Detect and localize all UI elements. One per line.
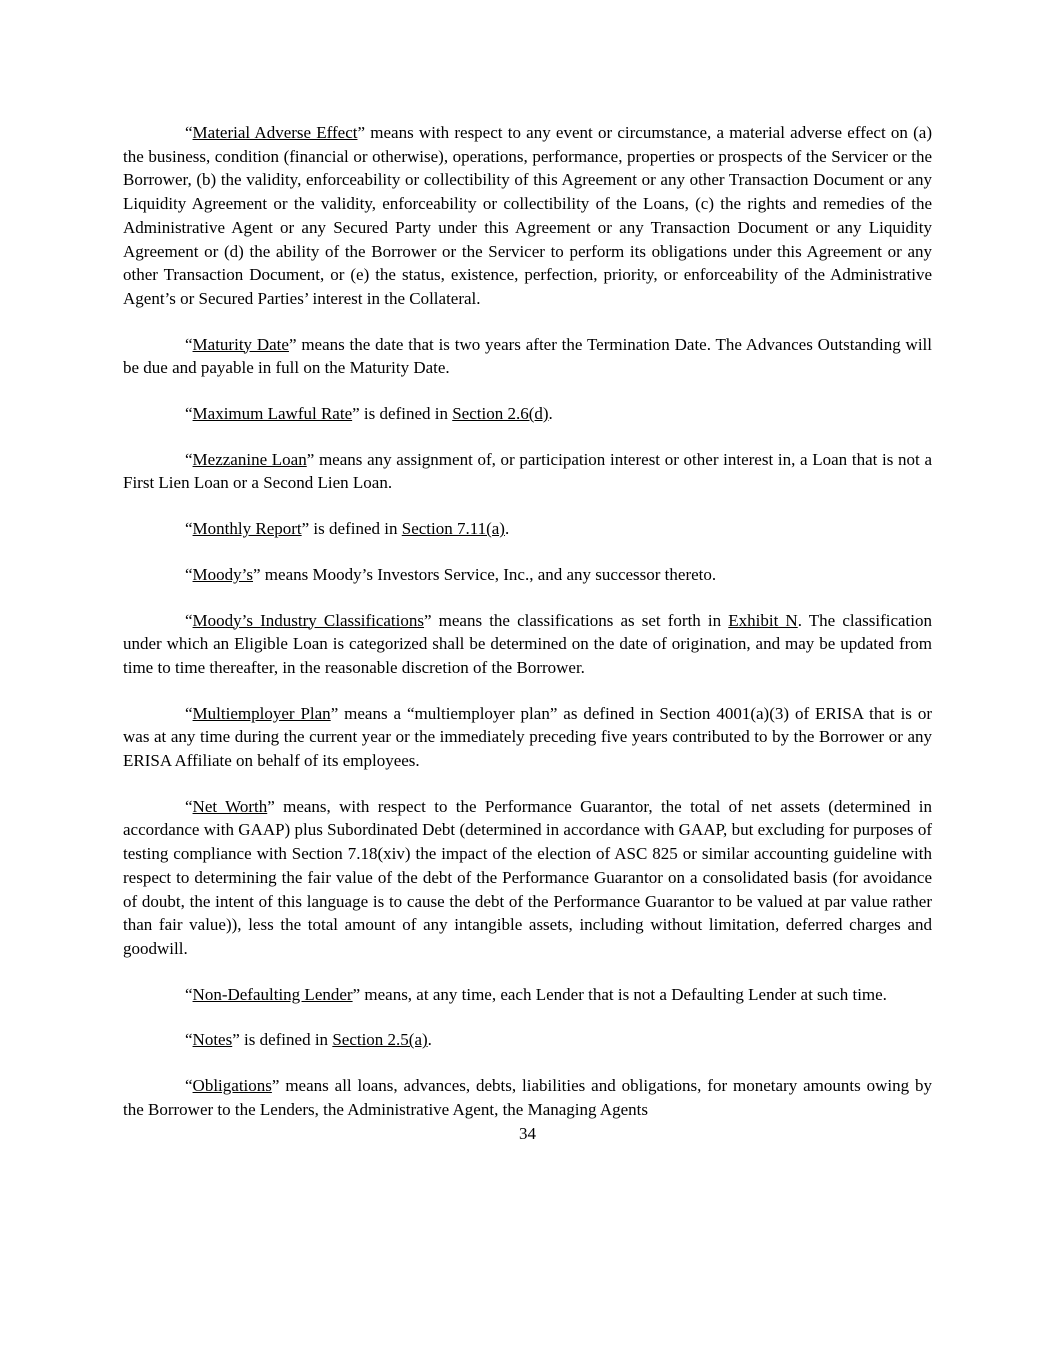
section-reference: Section 2.5(a) bbox=[332, 1030, 428, 1050]
text-run: ” means with respect to any event or circumstance, a material adverse effect on (a) the business, condition (financial or otherwise), operations, performance, properties or prospects of the Servicer or the Borrower, (b) the validity, enforceability or collectibility of this Agreement or any other Transaction Document or any Liquidity Agreement or the validity, enforceability or collectibility of the Loans, (c) the rights and remedies of the Administrative Agent or any Secured Party under this Agreement or any Transaction Document or any Liquidity Agreement or (d) the ability of the Borrower or the Servicer to perform its obligations under this Agreement or any other Transaction Document, or (e) the status, existence, perfection, priority, or enforceability of the Administrative Agent’s or Secured Parties’ interest in the Collateral. bbox=[123, 123, 932, 308]
paragraph-net-worth bbox=[123, 795, 932, 961]
text-run: ” means the date that is two years after the Termination Date. The Advances Outstanding will be due and payable in full on the Maturity Date. bbox=[123, 334, 932, 378]
defined-term: Monthly Report bbox=[192, 519, 302, 539]
text-run: “ bbox=[185, 404, 193, 424]
paragraph-obligations bbox=[123, 1074, 932, 1121]
defined-term: Moody’s bbox=[192, 564, 254, 584]
section-reference: Section 2.6(d) bbox=[452, 404, 549, 424]
exhibit-reference: Exhibit N bbox=[728, 610, 798, 630]
defined-term: Obligations bbox=[192, 1076, 272, 1096]
page-number: 34 bbox=[519, 1123, 536, 1143]
text-run: ” means the classifications as set forth in bbox=[424, 610, 729, 630]
paragraph-notes bbox=[123, 1028, 932, 1052]
text-run: . bbox=[548, 404, 553, 424]
defined-term: Notes bbox=[192, 1030, 233, 1050]
text-run: “ bbox=[185, 984, 193, 1004]
text-run: “ bbox=[185, 703, 193, 723]
text-run: ” means a “multiemployer plan” as defined in Section 4001(a)(3) of ERISA that is or was at any time during the current year or the immediately preceding five years contributed to by the Borrower or any ERISA Affiliate on behalf of its employees. bbox=[123, 703, 932, 771]
text-run: . The classification under which an Eligible Loan is categorized shall be determined on the date of origination, and may be updated from time to time thereafter, in the reasonable discretion of the Borrower. bbox=[123, 610, 933, 677]
defined-term: Mezzanine Loan bbox=[192, 449, 307, 469]
text-run: ” means Moody’s Investors Service, Inc., and any successor thereto. bbox=[253, 564, 717, 584]
text-run: ” means any assignment of, or participation interest or other interest in, a Loan that is not a First Lien Loan or a Second Lien Loan. bbox=[123, 449, 932, 493]
paragraph-monthly-report bbox=[123, 517, 932, 541]
section-reference: Section 7.11(a) bbox=[401, 519, 505, 539]
text-run: “ bbox=[185, 1076, 193, 1096]
text-run: ” means, at any time, each Lender that is not a Defaulting Lender at such time. bbox=[352, 984, 887, 1004]
defined-term: Net Worth bbox=[192, 796, 268, 816]
text-run: ” means, with respect to the Performance Guarantor, the total of net assets (determined in accordance with GAAP) plus Subordinated Debt (determined in accordance with GAAP, but excluding for purposes of testing compliance with Section 7.18(xiv) the impact of the election of ASC 825 or similar accounting guideline with respect to determining the fair value of the debt of the Performance Guarantor on a consolidated basis (for avoidance of doubt, the intent of this language is to cause the debt of the Performance Guarantor to be valued at par value rather than fair value)), less the total amount of any intangible assets, including without limitation, deferred charges and goodwill. bbox=[123, 796, 933, 958]
text-run: “ bbox=[185, 123, 193, 142]
text-run: “ bbox=[185, 796, 193, 816]
paragraph-maximum-lawful-rate bbox=[123, 402, 932, 426]
text-run: ” is defined in bbox=[352, 404, 453, 424]
defined-term: Material Adverse Effect bbox=[192, 123, 358, 142]
text-run: “ bbox=[185, 564, 193, 584]
document-body bbox=[123, 121, 932, 1122]
defined-term: Maximum Lawful Rate bbox=[192, 404, 353, 424]
text-run: ” is defined in bbox=[232, 1030, 333, 1050]
text-run: “ bbox=[185, 334, 193, 354]
paragraph-moodys-industry-classifications bbox=[123, 609, 932, 680]
paragraph-maturity-date bbox=[123, 333, 932, 380]
paragraph-non-defaulting-lender bbox=[123, 983, 932, 1007]
paragraph-mezzanine-loan bbox=[123, 448, 932, 495]
paragraph-moodys bbox=[123, 563, 932, 587]
paragraph-material-adverse-effect bbox=[123, 121, 932, 311]
text-run: . bbox=[427, 1030, 432, 1050]
paragraph-multiemployer-plan bbox=[123, 702, 932, 773]
text-run: ” means all loans, advances, debts, liabilities and obligations, for monetary amounts owing by the Borrower to the Lenders, the Administrative Agent, the Managing Agents bbox=[123, 1076, 932, 1119]
defined-term: Moody’s Industry Classifications bbox=[192, 610, 424, 630]
defined-term: Non-Defaulting Lender bbox=[192, 984, 353, 1004]
defined-term: Maturity Date bbox=[192, 334, 289, 354]
text-run: “ bbox=[185, 449, 193, 469]
text-run: “ bbox=[185, 610, 193, 630]
text-run: “ bbox=[185, 1030, 193, 1050]
text-run: . bbox=[504, 519, 510, 539]
defined-term: Multiemployer Plan bbox=[192, 703, 331, 723]
text-run: ” is defined in bbox=[301, 519, 402, 539]
text-run: “ bbox=[185, 519, 193, 539]
